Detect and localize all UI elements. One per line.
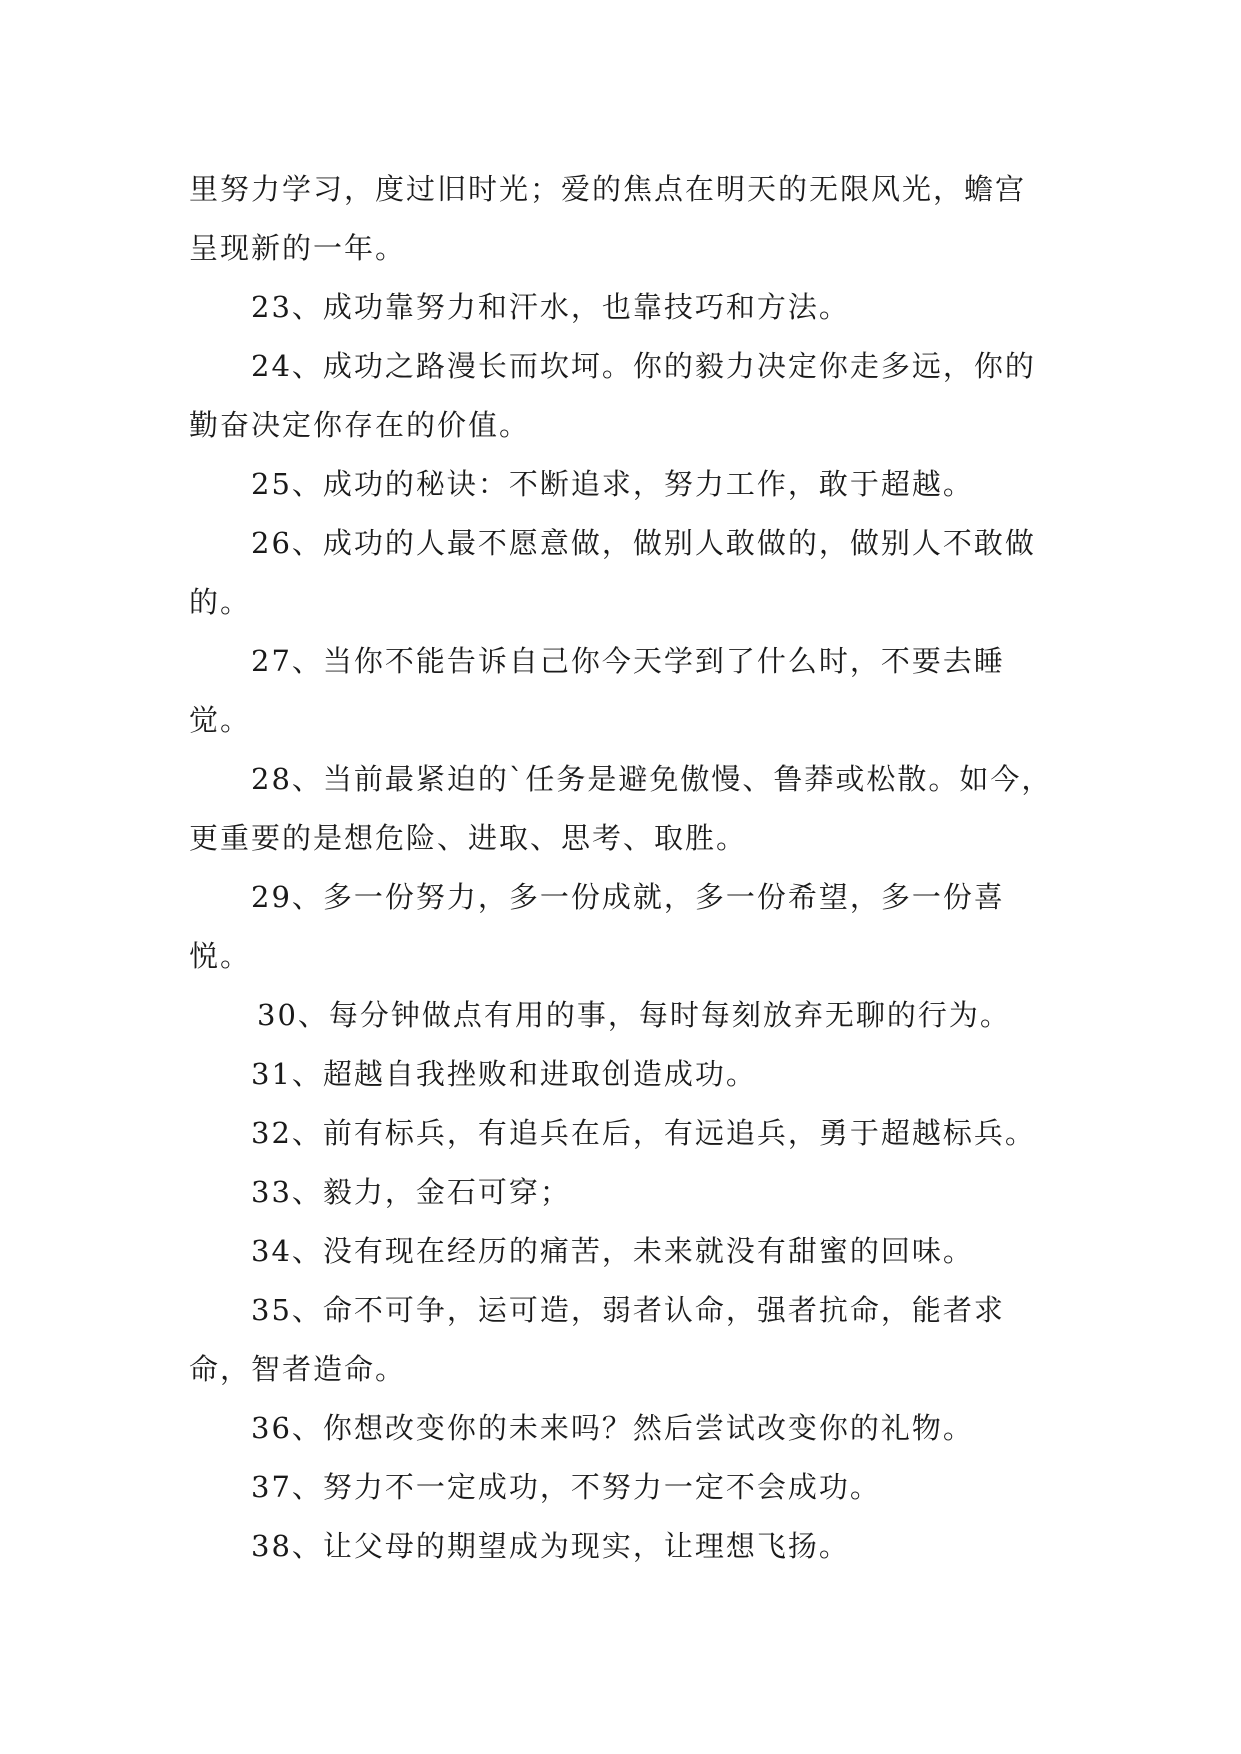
quote-31: 31、超越自我挫败和进取创造成功。 (251, 1057, 757, 1091)
quote-37: 37、努力不一定成功，不努力一定不会成功。 (251, 1470, 881, 1504)
quote-27: 27、当你不能告诉自己你今天学到了什么时，不要去睡觉。 (189, 644, 1005, 737)
quote-23: 23、成功靠努力和汗水，也靠技巧和方法。 (251, 290, 850, 324)
paragraph-continuation: 里努力学习，度过旧时光；爱的焦点在明天的无限风光，蟾宫呈现新的一年。 (189, 172, 1027, 265)
quote-30: 30、每分钟做点有用的事，每时每刻放弃无聊的行为。 (257, 998, 1011, 1032)
quote-29: 29、多一份努力，多一份成就，多一份希望，多一份喜悦。 (189, 880, 1005, 973)
quote-33: 33、毅力，金石可穿； (251, 1175, 571, 1209)
quote-32: 32、前有标兵，有追兵在后，有远追兵，勇于超越标兵。 (251, 1116, 1036, 1150)
document-body (189, 160, 1054, 1576)
quote-36: 36、你想改变你的未来吗？然后尝试改变你的礼物。 (251, 1411, 974, 1445)
quote-26: 26、成功的人最不愿意做，做别人敢做的，做别人不敢做的。 (189, 526, 1036, 619)
quote-28: 28、当前最紧迫的`任务是避免傲慢、鲁莽或松散。如今，更重要的是想危险、进取、思考、取胜。 (189, 762, 1053, 855)
quote-38: 38、让父母的期望成为现实，让理想飞扬。 (251, 1529, 850, 1563)
quote-25: 25、成功的秘诀：不断追求，努力工作，敢于超越。 (251, 467, 974, 501)
quote-24: 24、成功之路漫长而坎坷。你的毅力决定你走多远，你的勤奋决定你存在的价值。 (189, 349, 1036, 442)
quote-34: 34、没有现在经历的痛苦，未来就没有甜蜜的回味。 (251, 1234, 974, 1268)
quote-35: 35、命不可争，运可造，弱者认命，强者抗命，能者求命，智者造命。 (189, 1293, 1005, 1386)
